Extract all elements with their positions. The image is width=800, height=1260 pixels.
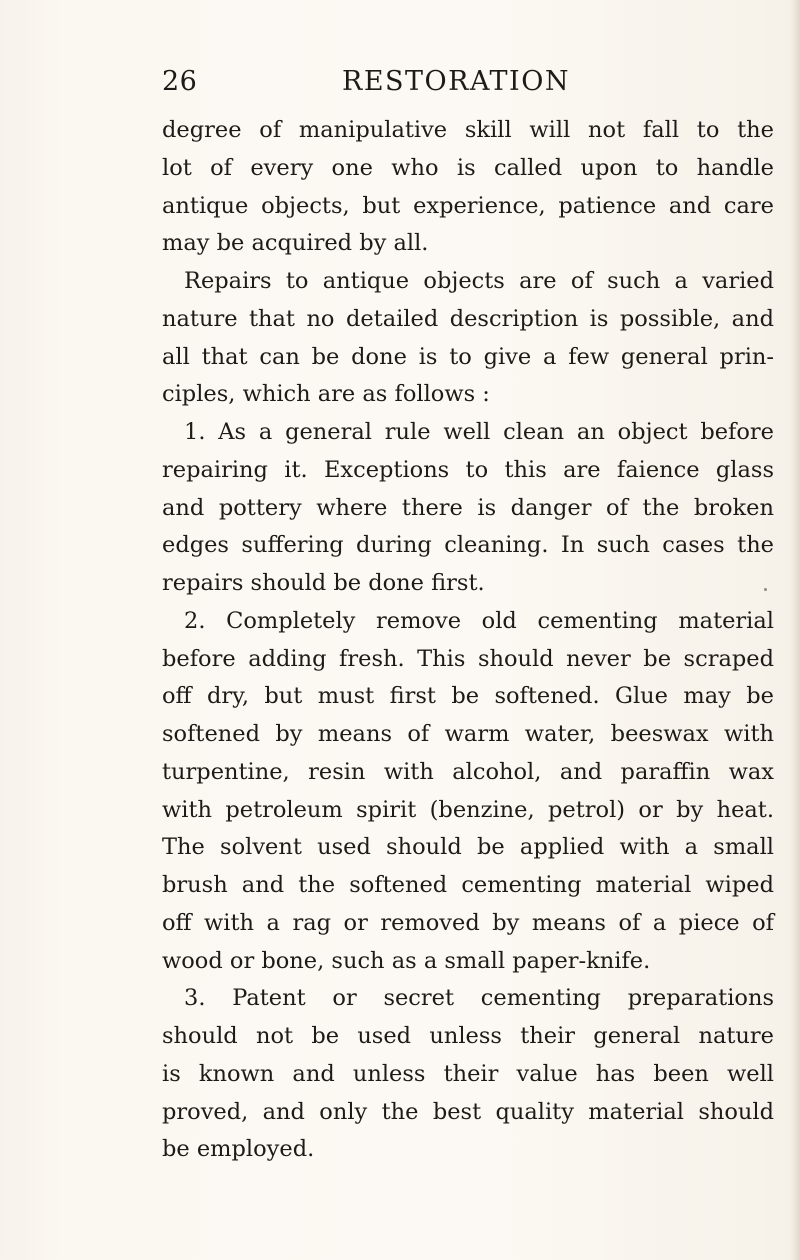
- text-line: 3. Patent or secret cementing preparations: [184, 985, 774, 1012]
- text-line: 2. Completely remove old cementing material: [184, 607, 774, 634]
- text-line: is known and unless their value has been well: [162, 1060, 774, 1087]
- text-line: should not be used unless their general nature: [162, 1023, 774, 1049]
- text-line: repairing it. Exceptions to this are faience glass: [162, 456, 774, 483]
- text-line: Repairs to antique objects are of such a varied: [184, 268, 775, 294]
- text-line: may be acquired by all.: [162, 230, 429, 257]
- running-title: RESTORATION: [342, 66, 570, 97]
- text-line: be employed.: [162, 1136, 315, 1163]
- text-line: and pottery where there is danger of the broken: [162, 494, 774, 521]
- text-line: antique objects, but experience, patience and care: [162, 192, 774, 219]
- text-line: edges suffering during cleaning. In such cases the: [162, 532, 774, 559]
- text-line: nature that no detailed description is possible, and: [162, 305, 774, 332]
- page-number: 26: [162, 66, 198, 97]
- page-edge-shadow: [790, 0, 800, 1260]
- body-text: [162, 112, 774, 1169]
- text-line: lot of every one who is called upon to handle: [162, 154, 774, 181]
- paper-speck: [764, 588, 767, 591]
- text-line: off dry, but must first be softened. Glue may be: [162, 683, 774, 710]
- text-line: brush and the softened cementing material wiped: [162, 872, 774, 898]
- text-line: degree of manipulative skill will not fall to the: [162, 117, 774, 143]
- text-line: turpentine, resin with alcohol, and paraffin wax: [162, 758, 774, 785]
- text-line: 1. As a general rule well clean an object before: [184, 419, 774, 445]
- text-line: repairs should be done first.: [162, 570, 485, 596]
- text-line: off with a rag or removed by means of a piece of: [162, 909, 775, 936]
- text-line: before adding fresh. This should never be scraped: [162, 645, 774, 672]
- text-line: The solvent used should be applied with a small: [162, 834, 774, 861]
- page-header: [162, 62, 586, 102]
- text-line: with petroleum spirit (benzine, petrol) or by heat.: [162, 796, 774, 823]
- text-line: wood or bone, such as a small paper-knife.: [162, 947, 651, 974]
- text-line: all that can be done is to give a few general prin-: [162, 343, 775, 370]
- text-line: proved, and only the best quality material should: [162, 1098, 774, 1125]
- text-line: softened by means of warm water, beeswax with: [162, 721, 774, 747]
- text-line: ciples, which are as follows :: [162, 381, 490, 408]
